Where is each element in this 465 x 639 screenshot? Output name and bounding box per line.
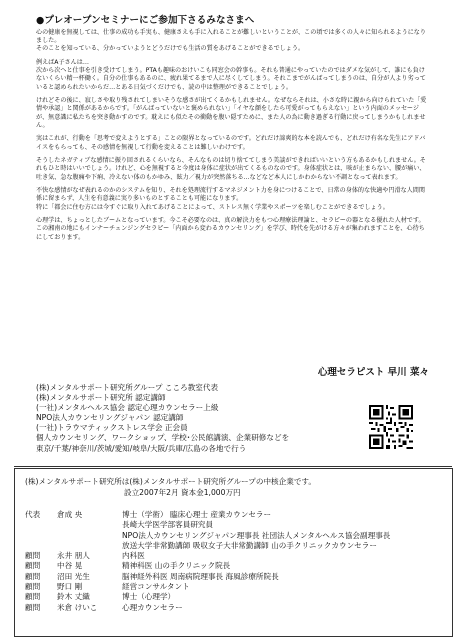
section-divider xyxy=(14,466,452,467)
company-description: (株)メンタルサポート研究所は(株)メンタルサポート研究所グループの中核企業です。 xyxy=(25,477,316,486)
staff-title: 博士（学術） 臨床心理士 産業カウンセラー xyxy=(122,510,272,519)
staff-title: 博士（心理学） xyxy=(122,592,176,602)
staff-title: 精神科医 山の手クリニック院長 xyxy=(122,561,231,571)
credential-line: (株)メンタルサポート研究所グループ こころ教室代表 xyxy=(36,383,219,392)
credential-line: (一社)トラウマティックストレス学会 正会員 xyxy=(36,423,188,433)
staff-role: 顧問 xyxy=(25,582,41,592)
staff-title: NPO法人カウンセリングジャパン理事長 社団法人メンタルヘルス協会副理事長 xyxy=(122,530,391,540)
company-established: 設立2007年2月 資本金1,000万円 xyxy=(124,488,241,497)
staff-row xyxy=(25,582,445,592)
page-heading: ●プレオープンセミナーにご参加下さるみなさまへ xyxy=(36,15,255,26)
staff-title: 心理カウンセラー xyxy=(122,602,183,612)
staff-role: 代表 xyxy=(25,510,41,519)
staff-name xyxy=(57,541,122,551)
credential-line: NPO法人カウンセリングジャパン 認定講師 xyxy=(36,413,184,423)
staff-role: 顧問 xyxy=(25,561,41,571)
message-paragraph: 心理学は、ちょっとしたブームとなっています。今こそ必要なのは、真の解決力をもつ心理療法理論と、セラピーの器となる優れた人材です。この湘南の地にもインナーチェンジングセラピー「内面から変わるカウンセリング」を学び、時代を先がける方々が集われますことを、心待ちにしております。 xyxy=(36,217,425,241)
staff-name: 米倉 けいこ xyxy=(57,602,98,612)
credential-line: (株)メンタルサポート研究所 認定講師 xyxy=(36,393,166,403)
staff-name: 倉成 央 xyxy=(57,510,83,519)
staff-role xyxy=(25,520,57,530)
staff-name: 沼田 光生 xyxy=(57,571,90,581)
credential-line: 東京/千葉/神奈川/茨城/愛知/岐阜/大阪/兵庫/広島の各地で行う xyxy=(36,443,247,453)
message-paragraph: 心の健康を無視しては、仕事の成功も手実も、健康さえも手に入れることが難しいということが、この頃では多くの人々に知られるようになりました。 そのことを知っている、分かっていようとどうだけでも生活の質をあげることができるでしょう。 xyxy=(36,29,426,53)
staff-row xyxy=(25,510,445,520)
company-info-box xyxy=(14,468,453,637)
message-paragraph: そうしたネガティブな感情に振り回されるくらいなら、そんなものは切り捨ててしまう美談ができればいいという方もあるかもしれません。それもひと時はいいでしょう。けれど、心を無視すると今度は身体に症状が出てくるものなのです。身体症状とは、咳が止まらない、腰が痛い、吐き気、急な腹痛や下痢、冷えない体のもかゆみ、眩力／視力が突然落ちる…などなど本人にしかわからない不調となって表れます。 xyxy=(36,157,426,181)
staff-row xyxy=(25,541,445,551)
message-paragraph: 実はこれが、行動を「思考で変えようとする」ことの限界となっているのです。どれだけ諦爽的な本を読んでも、どれだけ有名な先生にアドバイスをもらっても、その感情を無視して行動を変えることは難しいわけです。 xyxy=(36,135,426,151)
qr-code-icon[interactable] xyxy=(369,405,413,449)
staff-title: 脳神経外科医 周南病院理事長 海風診療所院長 xyxy=(122,571,279,581)
staff-row xyxy=(25,561,445,571)
staff-name: 永井 朋人 xyxy=(57,551,90,561)
staff-row xyxy=(25,572,445,582)
staff-role xyxy=(25,541,57,551)
credential-line: (一社)メンタルヘルス協会 認定心理カウンセラー上級 xyxy=(36,403,219,413)
staff-name: 中谷 晃 xyxy=(57,561,83,571)
author-credentials xyxy=(36,383,356,454)
staff-list xyxy=(25,510,445,613)
staff-title: 内科医 xyxy=(122,551,145,561)
staff-row xyxy=(25,603,445,613)
staff-role: 顧問 xyxy=(25,602,41,612)
staff-row xyxy=(25,551,445,561)
staff-row xyxy=(25,531,445,541)
staff-role: 顧問 xyxy=(25,551,41,561)
staff-name: 鈴木 丈織 xyxy=(57,592,90,602)
staff-name xyxy=(57,531,122,541)
staff-role: 顧問 xyxy=(25,571,41,581)
credential-line: 個人カウンセリング、ワークショップ、学校･公民館講演、企業研修などを xyxy=(36,433,290,443)
message-body xyxy=(36,29,430,247)
staff-title: 放送大学非常勤講師 吸収女子大非常勤講師 山の手クリニックカウンセラー xyxy=(122,540,377,550)
message-paragraph: けれどその後に、寂しさや取り残されてしまいそうな感さが出てくるかもしれません。なぜならそれは、小さな時に親から向けられていた「愛情や承認」と関係があるからです。「がんばっていないと褒められない」「イヤな顔をしたら可愛がってもらえない」という内面のメッセージが、無意識に私たちを突き動かすのです。耽えにも似たその衝動を腹い隠すために、また人の為に動き過ぎる行動に戻ってしまうかもしれません。 xyxy=(36,97,427,129)
staff-role: 顧問 xyxy=(25,592,41,602)
message-paragraph: 例えばA子さんは… 次から次へと仕事を引き受けてしまう。PTAも趣味のおけいこも同窓会の幹事も。それも普通にやっていたのではダメな気がして、誰にも負けないくらい精一杯働く。自分の仕事もあるのに、疲れ果てるまで人に尽くしてしまう。それこまでがんばってしまうのは、自分が人より劣っていると認められたいからだ…とある日気づくだけでも、読の中は整理ができることでしょう。 xyxy=(36,59,426,91)
author-signature: 心理セラピスト 早川 菜々 xyxy=(317,367,429,378)
staff-name: 野口 剛 xyxy=(57,582,83,592)
staff-role xyxy=(25,531,57,541)
staff-name xyxy=(57,520,122,530)
staff-title: 経営コンサルタント xyxy=(122,582,190,592)
staff-row xyxy=(25,520,445,530)
staff-row xyxy=(25,592,445,602)
staff-title: 長崎大学医学部客員研究員 xyxy=(122,520,214,530)
message-paragraph: 不快な感情がなぜ表れるのかのシステムを知り、それを処理流行するマネジメント力を身につけることで、日常の身体的な快適や円滑な人間関係に留まらず、人生を有意義に実り多いものとすることも可能になります。 特に「都会に住む方には今すぐに取り入れてあげることによって、ストレス無く学業やスポーツを楽しむことができるでしょう。 xyxy=(36,187,425,211)
